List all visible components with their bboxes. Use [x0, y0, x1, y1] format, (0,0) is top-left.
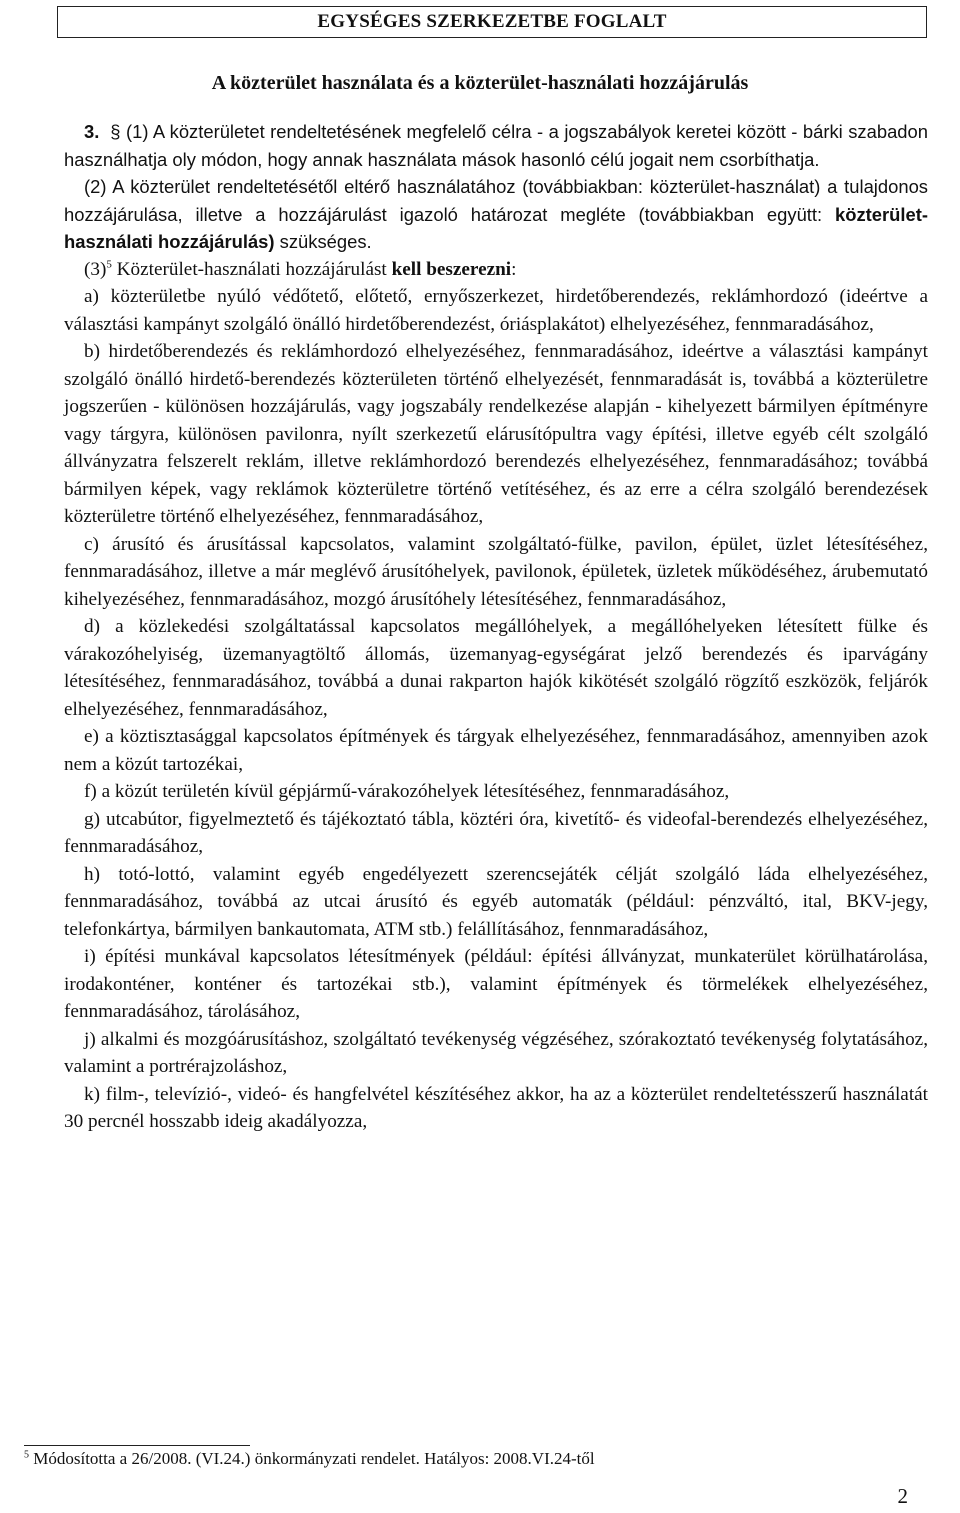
list-item-e: e) a köztisztasággal kapcsolatos építmények és tárgyak elhelyezéséhez, fennmaradásához, amennyiben azok nem a közút tartozékai, [64, 726, 928, 775]
paragraph-3 [64, 256, 928, 284]
paragraph-2 [64, 173, 928, 256]
paragraph-2-end: szükséges. [274, 231, 372, 252]
paragraph-1-text: (1) A közterületet rendeltetésének megfelelő célra - a jogszabályok keretei között - bárki szabadon használhatja oly módon, hogy annak használata mások hasonló célú jogait nem csorbíthatja. [64, 121, 928, 170]
paragraph-2-text: (2) A közterület rendeltetésétől eltérő használatához (továbbiakban: közterület-használat) a tulajdonos hozzájárulása, illetve a hozzájárulást igazoló határozat megléte (továbbiakban együtt: [64, 176, 928, 225]
footnote-divider [24, 1445, 250, 1446]
paragraph-1 [64, 118, 928, 173]
list-item-i: i) építési munkával kapcsolatos létesítmények (például: építési állványzat, munkaterület körülhatárolása, irodakonténer, konténer és tartozékai stb.), valamint építmények és törmelékek elhelyezéséhez, fennmaradásához, tárolásához, [64, 946, 928, 1022]
paragraph-3-text: Közterület-használati hozzájárulást [111, 258, 392, 280]
footnote [24, 1449, 595, 1469]
list-item-f: f) a közút területén kívül gépjármű-várakozóhelyek létesítéséhez, fennmaradásához, [84, 781, 730, 802]
defined-term: közterület-használati hozzájárulás) [64, 203, 928, 252]
section-body [64, 118, 928, 1136]
list-item-c: c) árusító és árusítással kapcsolatos, valamint szolgáltató-fülke, pavilon, épület, üzlet létesítéséhez, fennmaradásához, illetve a már meglévő árusítóhelyek, pavilonok, épületek, üzletek működéséhez, árubemutató kihelyezéséhez, fennmaradásához, mozgó árusítóhely létesítéséhez, fennmaradásához, [64, 533, 928, 610]
footnote-reference[interactable]: 5 [106, 258, 112, 271]
banner-text: EGYSÉGES SZERKEZETBE FOGLALT [317, 11, 667, 32]
document-status-banner [57, 6, 927, 38]
paragraph-3-end: : [511, 258, 517, 280]
section-symbol: § [110, 121, 121, 142]
list-item-a: a) közterületbe nyúló védőtető, előtető, ernyőszerkezet, hirdetőberendezés, reklámhordozó (ideértve a választási kampányt szolgáló önálló hirdetőberendezést, óriásplakátot) elhelyezéséhez, fennmaradásához, [64, 286, 928, 335]
list-item-h: h) totó-lottó, valamint egyéb engedélyezett szerencsejáték célját szolgáló láda elhelyezéséhez, fennmaradásához, továbbá az utcai árusító és egyéb automaták (például: pénzváltó, ital, BKV-jegy, telefonkártya, bármilyen bankautomata, ATM stb.) felállításához, fennmaradásához, [64, 863, 928, 940]
list-item-d: d) a közlekedési szolgáltatással kapcsolatos megállóhelyek, a megállóhelyeken létesített fülke és várakozóhelyiség, üzemanyagtöltő állomás, üzemanyag-egységárat jelző berendezés és iparvágány létesítéséhez, fennmaradásához, továbbá a dunai rakparton hajók kikötését szolgáló rögzítő eszközök, feljárók elhelyezéséhez, fennmaradásához, [64, 616, 928, 720]
footnote-marker: 5 [24, 1449, 29, 1461]
list-item-g: g) utcabútor, figyelmeztető és tájékoztató tábla, köztéri óra, kivetítő- és videofal-berendezés elhelyezéséhez, fennmaradásához, [64, 808, 928, 857]
list-item-j: j) alkalmi és mozgóárusításhoz, szolgáltató tevékenység végzéséhez, szórakoztató tevékenység folytatásához, valamint a portrérajzoláshoz, [64, 1028, 928, 1077]
footnote-text: Módosította a 26/2008. (VI.24.) önkormányzati rendelet. Hatályos: 2008.VI.24-től [29, 1449, 595, 1468]
paragraph-3-label: (3) [84, 258, 107, 280]
list-item-b: b) hirdetőberendezés és reklámhordozó elhelyezéséhez, fennmaradásához, ideértve a választási kampányt szolgáló önálló hirdető-berendezés közterületen történő elhelyezését, fennmaradását is, továbbá a közterületre jogszerűen - különösen hozzájárulás, vagy jogszabály rendelkezése alapján - kihelyezett bármilyen építményre vagy tárgyra, különösen pavilonra, nyílt szerkezetű elárusítópultra vagy építési, illetve egyéb célt szolgáló állványzatra felszerelt reklám, illetve reklámhordozó berendezés elhelyezéséhez, fennmaradásához; továbbá bármilyen képek, vagy reklámok közterületre történő vetítéséhez, és az erre a célra szolgáló berendezések közterületre történő elhelyezéséhez, fennmaradásához, [64, 341, 928, 527]
page-number: 2 [897, 1484, 908, 1508]
section-number: 3. [84, 121, 100, 142]
list-item-k: k) film-, televízió-, videó- és hangfelvétel készítéséhez akkor, ha az a közterület rendeltetésszerű használatát 30 percnél hosszabb ideig akadályozza, [64, 1083, 928, 1132]
document-title: A közterület használata és a közterület-használati hozzájárulás [211, 72, 749, 94]
emphasis-text: kell beszerezni [391, 258, 512, 280]
